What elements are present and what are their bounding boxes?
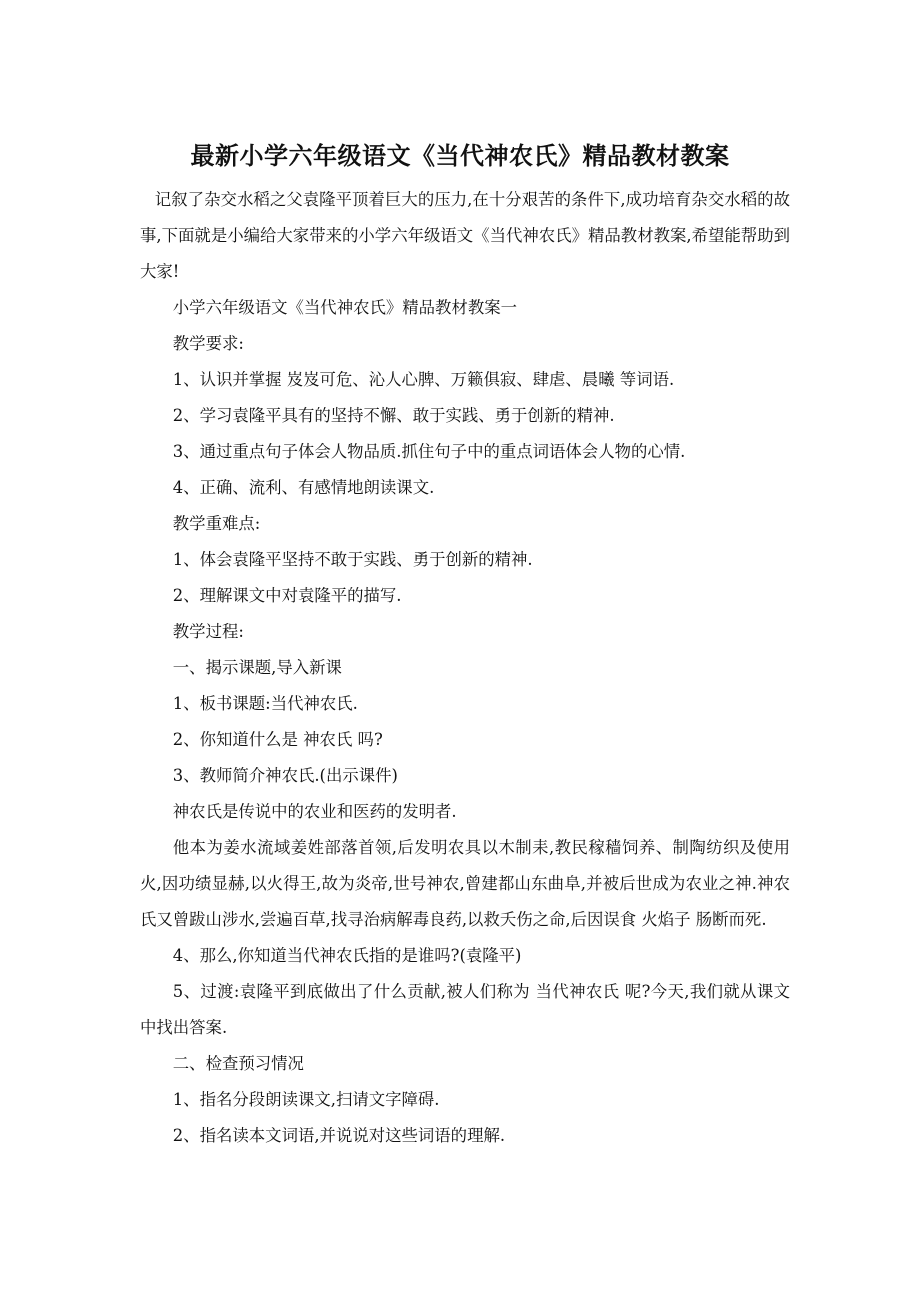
list-item: 2、学习袁隆平具有的坚持不懈、敢于实践、勇于创新的精神. — [172, 406, 615, 425]
lesson-plan-heading: 小学六年级语文《当代神农氏》精品教材教案一 — [172, 298, 517, 317]
section-heading-process: 教学过程: — [172, 622, 244, 641]
body-paragraph: 他本为姜水流域姜姓部落首领,后发明农具以木制耒,教民稼穑饲养、制陶纺织及使用火,因功绩显赫,以火得王,故为炎帝,世号神农,曾建都山东曲阜,并被后世成为农业之神.神农氏又曾跋山涉水,尝遍百草,找寻治病解毒良药,以救夭伤之命,后因误食 火焰子 肠断而死. — [140, 838, 790, 929]
list-item: 3、教师简介神农氏.(出示课件) — [172, 766, 398, 785]
list-item: 4、正确、流利、有感情地朗读课文. — [172, 478, 435, 497]
section-heading-key-points: 教学重难点: — [172, 514, 261, 533]
list-item: 3、通过重点句子体会人物品质.抓住句子中的重点词语体会人物的心情. — [172, 442, 686, 461]
body-paragraph: 神农氏是传说中的农业和医药的发明者. — [172, 802, 457, 821]
list-item: 5、过渡:袁隆平到底做出了什么贡献,被人们称为 当代神农氏 呢?今天,我们就从课文中找出答案. — [140, 982, 790, 1037]
subsection-heading: 二、检查预习情况 — [172, 1054, 304, 1073]
list-item: 1、板书课题:当代神农氏. — [172, 694, 358, 713]
list-item: 1、指名分段朗读课文,扫请文字障碍. — [172, 1090, 440, 1109]
list-item: 4、那么,你知道当代神农氏指的是谁吗?(袁隆平) — [172, 946, 522, 965]
list-item: 2、你知道什么是 神农氏 吗? — [172, 730, 383, 749]
section-heading-requirements: 教学要求: — [172, 334, 244, 353]
list-item: 1、体会袁隆平坚持不敢于实践、勇于创新的精神. — [172, 550, 533, 569]
subsection-heading: 一、揭示课题,导入新课 — [172, 658, 342, 677]
list-item: 1、认识并掌握 岌岌可危、沁人心脾、万籁俱寂、肆虐、晨曦 等词语. — [172, 370, 675, 389]
intro-paragraph: 记叙了杂交水稻之父袁隆平顶着巨大的压力,在十分艰苦的条件下,成功培育杂交水稻的故事,下面就是小编给大家带来的小学六年级语文《当代神农氏》精品教材教案,希望能帮助到大家! — [140, 190, 790, 281]
document-body — [140, 182, 790, 1154]
document-title: 最新小学六年级语文《当代神农氏》精品教材教案 — [190, 142, 730, 170]
list-item: 2、理解课文中对袁隆平的描写. — [172, 586, 402, 605]
list-item: 2、指名读本文词语,并说说对这些词语的理解. — [172, 1126, 506, 1145]
